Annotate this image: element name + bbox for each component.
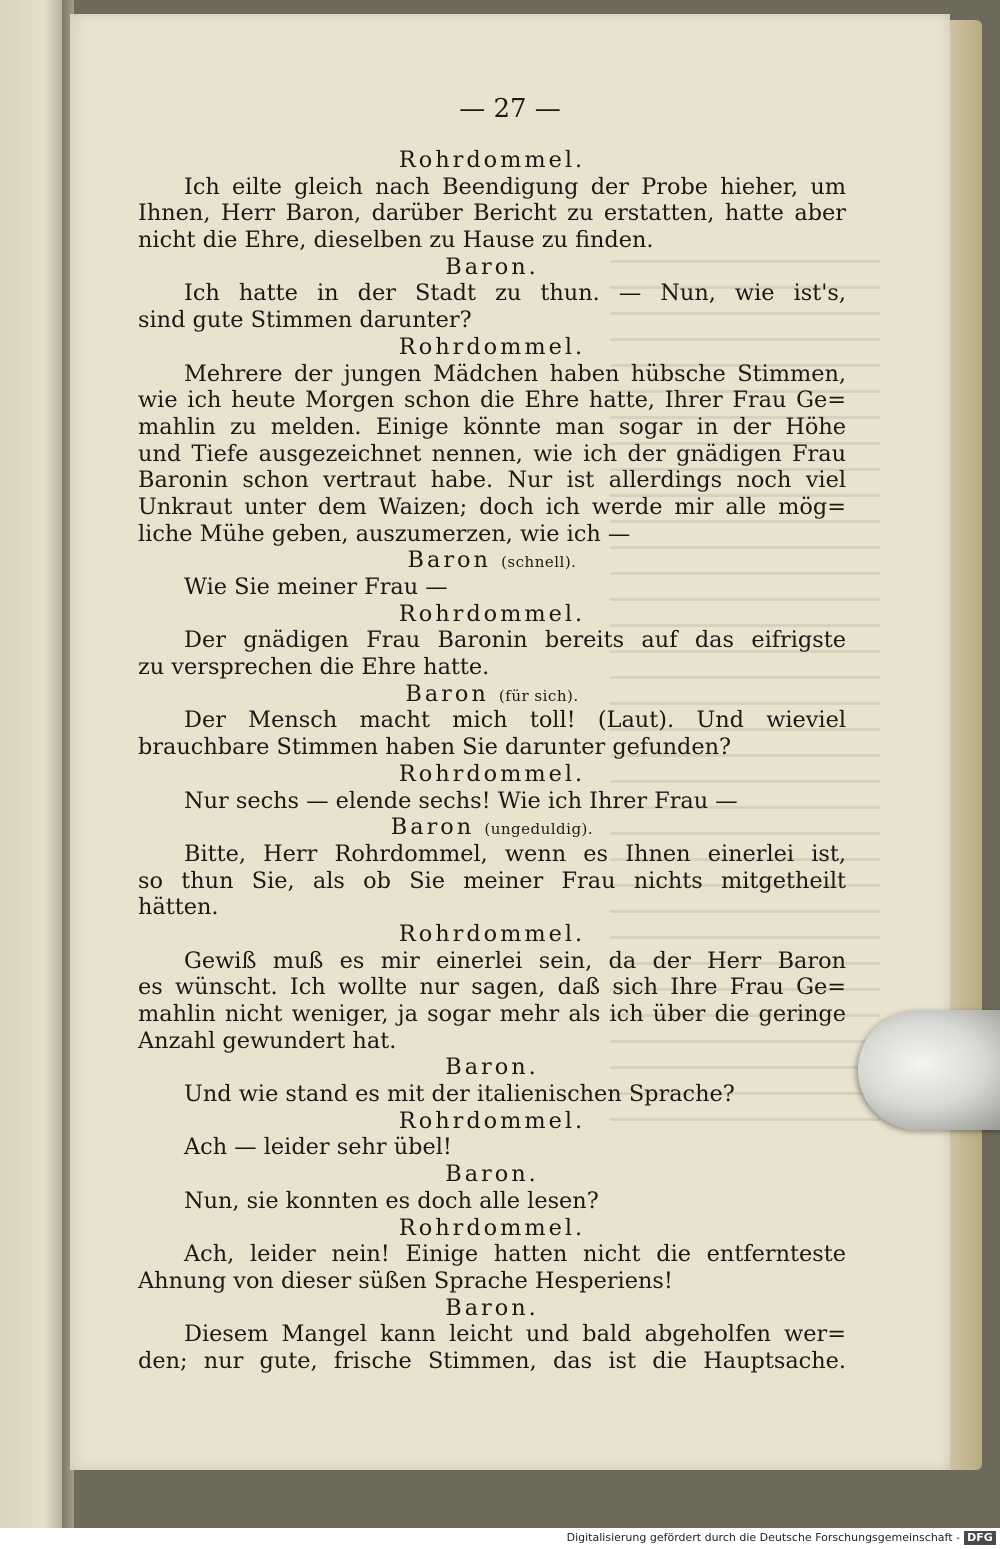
speaker-name [138,814,846,841]
text-line: Ich hatte in der Stadt zu thun. — Nun, wie ist's, [184,280,846,307]
speaker-name [138,681,846,708]
speaker-label: Baron [405,680,489,707]
speaker-name [138,1215,846,1242]
text-line: Ahnung von dieser süßen Sprache Hesperiens! [138,1267,673,1294]
speaker-label: Baron [390,814,475,841]
text-line: es wünscht. Ich wollte nur sagen, daß sich Ihre Frau Ge= [138,974,846,1001]
text-line: Der Mensch macht mich toll! (Laut). Und wieviel [184,707,846,734]
text-line: Ach — leider sehr übel! [184,1134,452,1161]
speaker-label: Rohrdommel. [398,147,586,173]
stage-direction: (schnell). [501,553,577,572]
speaker-label: Rohrdommel. [398,1107,586,1134]
speaker-name [138,1108,846,1135]
speaker-name [138,761,846,788]
page-text [138,147,846,1375]
previous-page-edge [0,0,62,1528]
speaker-label: Baron. [445,1161,539,1188]
speaker-name [138,547,846,574]
speaker-name [138,601,846,628]
text-line: zu versprechen die Ehre hatte. [138,654,490,681]
text-line: Nun, sie konnten es doch alle lesen? [184,1187,599,1214]
page-number: — 27 — [459,94,561,124]
speaker-label: Rohrdommel. [398,920,586,947]
book-page [70,14,950,1470]
stage-direction: (für sich). [498,686,579,705]
speaker-label: Baron. [445,1294,539,1321]
speaker-label: Baron [407,547,491,574]
text-line: nicht die Ehre, dieselben zu Hause zu finden. [138,227,654,254]
text-line: brauchbare Stimmen haben Sie darunter gefunden? [138,734,732,761]
text-line: Der gnädigen Frau Baronin bereits auf das eifrigste [184,627,846,654]
speaker-label: Baron. [445,253,539,280]
text-line: Nur sechs — elende sechs! Wie ich Ihrer Frau — [184,787,738,814]
text-line: so thun Sie, als ob Sie meiner Frau nichts mitgetheilt [138,867,846,894]
speaker-name [138,334,846,361]
page-clip [858,1010,1000,1130]
text-line: Anzahl gewundert hat. [138,1027,397,1054]
text-line: mahlin nicht weniger, ja sogar mehr als ich über die geringe [138,1001,846,1027]
text-line: Mehrere der jungen Mädchen haben hübsche Stimmen, [184,360,846,387]
text-line: und Tiefe ausgezeichnet nennen, wie ich der gnädigen Frau [138,440,846,467]
text-line: den; nur gute, frische Stimmen, das ist die Hauptsache. [138,1347,846,1374]
stage-direction: (ungeduldig). [484,820,594,839]
text-line: wie ich heute Morgen schon die Ehre hatte, Ihrer Frau Ge= [138,387,846,414]
text-line: mahlin zu melden. Einige könnte man sogar in der Höhe [138,413,846,440]
footer-bar [0,1528,1000,1549]
speaker-label: Rohrdommel. [398,600,586,627]
text-line: Ihnen, Herr Baron, darüber Bericht zu erstatten, hatte aber [138,200,846,227]
speaker-label: Rohrdommel. [398,760,586,787]
speaker-name [138,1054,846,1081]
text-line: Baronin schon vertraut habe. Nur ist allerdings noch viel [138,467,846,494]
speaker-label: Baron. [445,1054,539,1081]
text-line: liche Mühe geben, auszumerzen, wie ich — [138,520,631,547]
text-line: Wie Sie meiner Frau — [184,574,448,600]
text-line: Ich eilte gleich nach Beendigung der Probe hieher, um [184,173,846,200]
text-line: hätten. [138,894,219,921]
text-line: Diesem Mangel kann leicht und bald abgeholfen wer= [184,1321,846,1348]
text-line: Bitte, Herr Rohrdommel, wenn es Ihnen einerlei ist, [184,840,846,867]
funding-credit: Digitalisierung gefördert durch die Deutsche Forschungsgemeinschaft - [566,1531,960,1544]
speaker-name [138,254,846,281]
speaker-label: Rohrdommel. [398,1214,586,1241]
speaker-name [138,1161,846,1188]
text-line: Gewiß muß es mir einerlei sein, da der Herr Baron [184,947,846,974]
speaker-label: Rohrdommel. [398,333,586,360]
text-line: Ach, leider nein! Einige hatten nicht die entfernteste [184,1241,846,1268]
text-line: sind gute Stimmen darunter? [138,307,472,334]
text-line: Und wie stand es mit der italienischen Sprache? [184,1081,735,1108]
speaker-name [138,921,846,948]
text-line: Unkraut unter dem Waizen; doch ich werde mir alle mög= [138,493,846,520]
speaker-name [138,1295,846,1322]
speaker-name [138,147,846,174]
dfg-logo: DFG [964,1531,996,1545]
